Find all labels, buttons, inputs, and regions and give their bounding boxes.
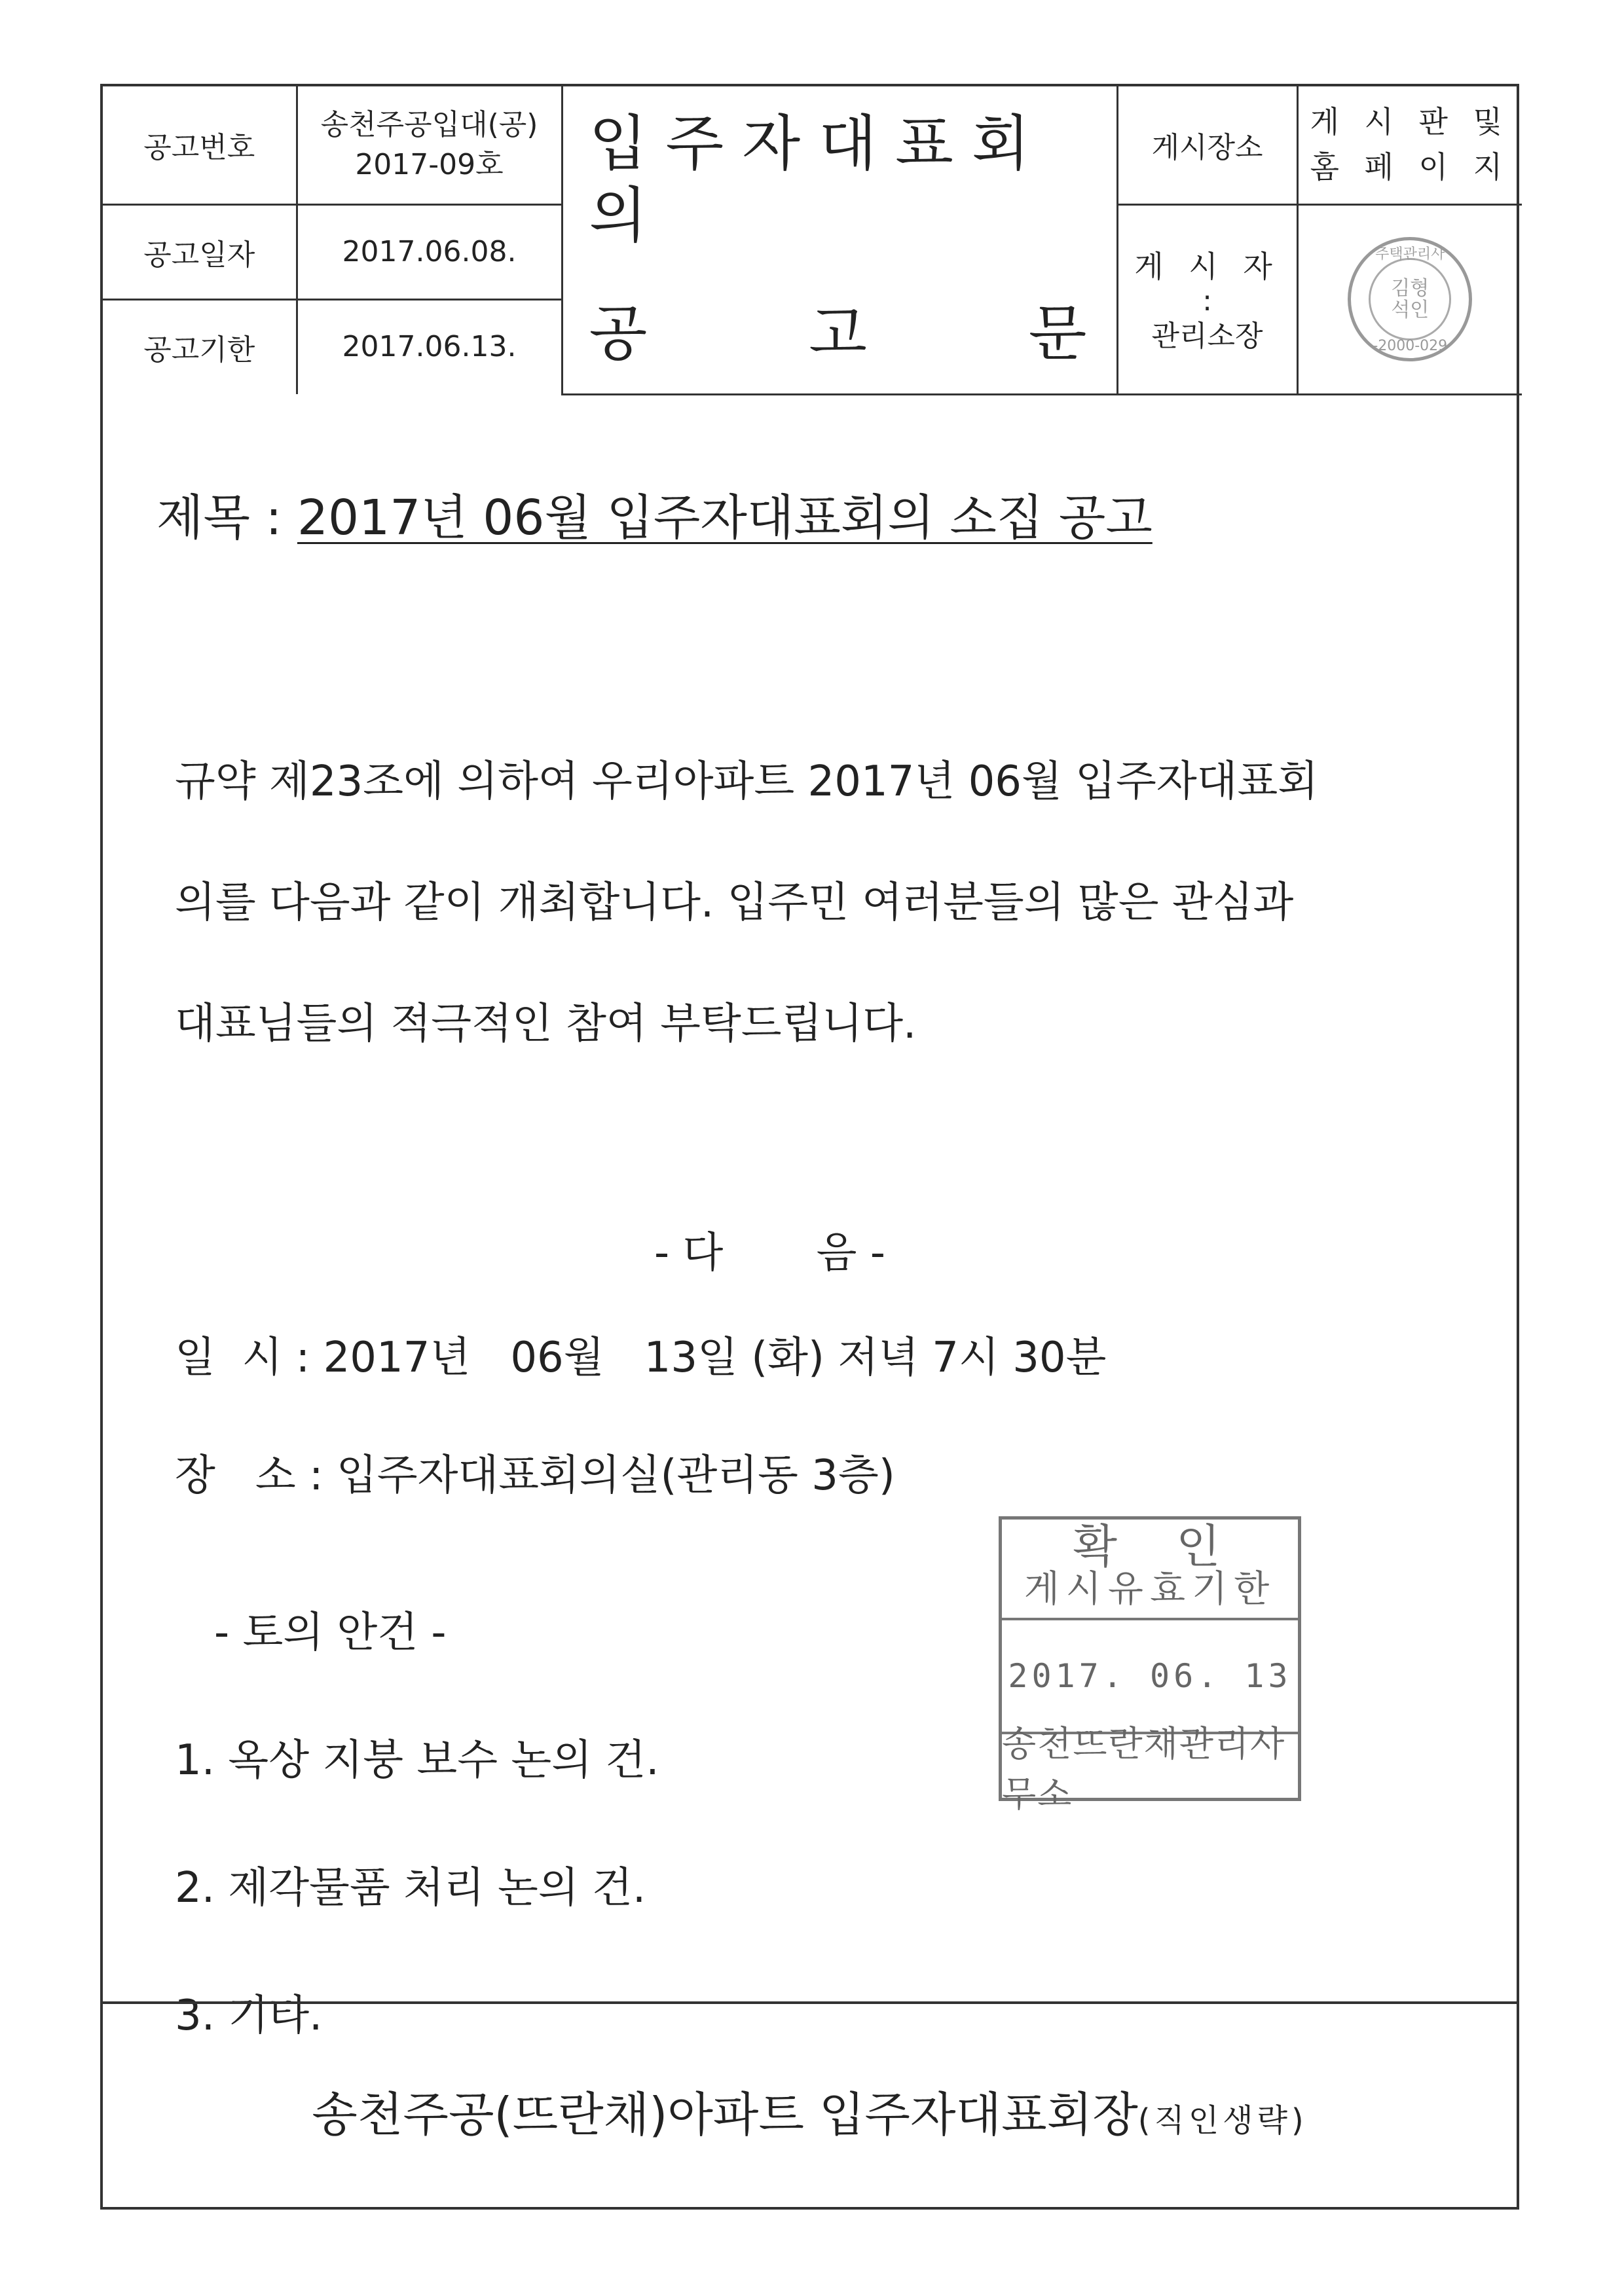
title-char-3: 문 (1028, 298, 1087, 369)
notice-number-line-1: 송천주공입대(공) (320, 107, 538, 141)
stamp-header (1002, 1520, 1298, 1620)
subject-line (157, 479, 1153, 549)
poster-label (1117, 204, 1297, 394)
next-heading: - 다 음 - (654, 1229, 885, 1277)
meeting-datetime: 일 시 : 2017년 06월 13일 (화) 저녁 7시 30분 (175, 1334, 1107, 1382)
agenda-heading: - 토의 안건 - (214, 1609, 447, 1657)
deadline-label: 공고기한 (103, 299, 297, 394)
seal-outer-text: 주택관리사 (1375, 246, 1445, 263)
seal-inner-line-1: 김형 (1391, 277, 1430, 300)
deadline-value: 2017.06.13. (297, 299, 562, 394)
footer-signature (103, 2077, 1517, 2145)
poster-line-2: : (1202, 283, 1212, 318)
agenda-item: 1. 옥상 지붕 보수 논의 건. (175, 1736, 659, 1785)
body-line-1: 규약 제23조에 의하여 우리아파트 2017년 06월 입주자대표회 (175, 757, 1319, 806)
agenda-item: 2. 제각물품 처리 논의 건. (175, 1864, 646, 1912)
footer-main: 송천주공(뜨란채)아파트 입주자대표회장 (312, 2087, 1138, 2142)
notice-number-label: 공고번호 (103, 86, 297, 204)
title-line-1: 입주자대표회의 (589, 108, 1048, 251)
subject-text: 2017년 06월 입주자대표회의 소집 공고 (297, 490, 1153, 546)
notice-number-value (297, 86, 562, 204)
post-place-label: 게시장소 (1117, 86, 1297, 204)
footer-note: (직인생략) (1137, 2102, 1308, 2139)
header-table (103, 86, 1517, 394)
post-place-line-2: 홈 페 이 지 (1310, 149, 1511, 185)
stamp-validity: 게시유효기한 (1024, 1568, 1276, 1611)
document-title (562, 86, 1117, 394)
body-line-3: 대표님들의 적극적인 참여 부탁드립니다. (175, 1000, 917, 1048)
stamp-confirm: 확인 (1073, 1520, 1280, 1573)
poster-line-3: 관리소장 (1151, 319, 1263, 354)
notice-number-line-2: 2017-09호 (355, 148, 504, 182)
title-char-1: 공 (589, 298, 648, 369)
posting-validity-stamp (999, 1516, 1301, 1815)
title-line-2 (589, 285, 1087, 372)
seal-inner (1369, 258, 1451, 340)
footer-divider (103, 2001, 1517, 2004)
post-place-line-1: 게 시 판 및 (1310, 104, 1511, 140)
meeting-place: 장 소 : 입주자대표회의실(관리동 3층) (175, 1451, 895, 1500)
notice-document (100, 84, 1519, 2210)
stamp-office: 송천뜨란채관리사무소 (1002, 1722, 1286, 1815)
notice-date-value: 2017.06.08. (297, 204, 562, 299)
notice-date-label: 공고일자 (103, 204, 297, 299)
agenda-item: 3. 기타. (175, 1992, 323, 2040)
seal-number: -2000-029 (1373, 338, 1448, 354)
manager-seal (1348, 237, 1472, 361)
seal-inner-line-2: 석인 (1391, 299, 1430, 321)
stamp-date: 2017. 06. 13 (1002, 1620, 1298, 1734)
post-place-value (1297, 86, 1522, 204)
subject-label: 제목 : (157, 490, 282, 546)
body-line-2: 의를 다음과 같이 개최합니다. 입주민 여러분들의 많은 관심과 (175, 879, 1294, 927)
poster-line-1: 게 시 자 (1134, 248, 1280, 284)
title-char-2: 고 (809, 298, 867, 369)
seal-cell (1297, 204, 1522, 394)
